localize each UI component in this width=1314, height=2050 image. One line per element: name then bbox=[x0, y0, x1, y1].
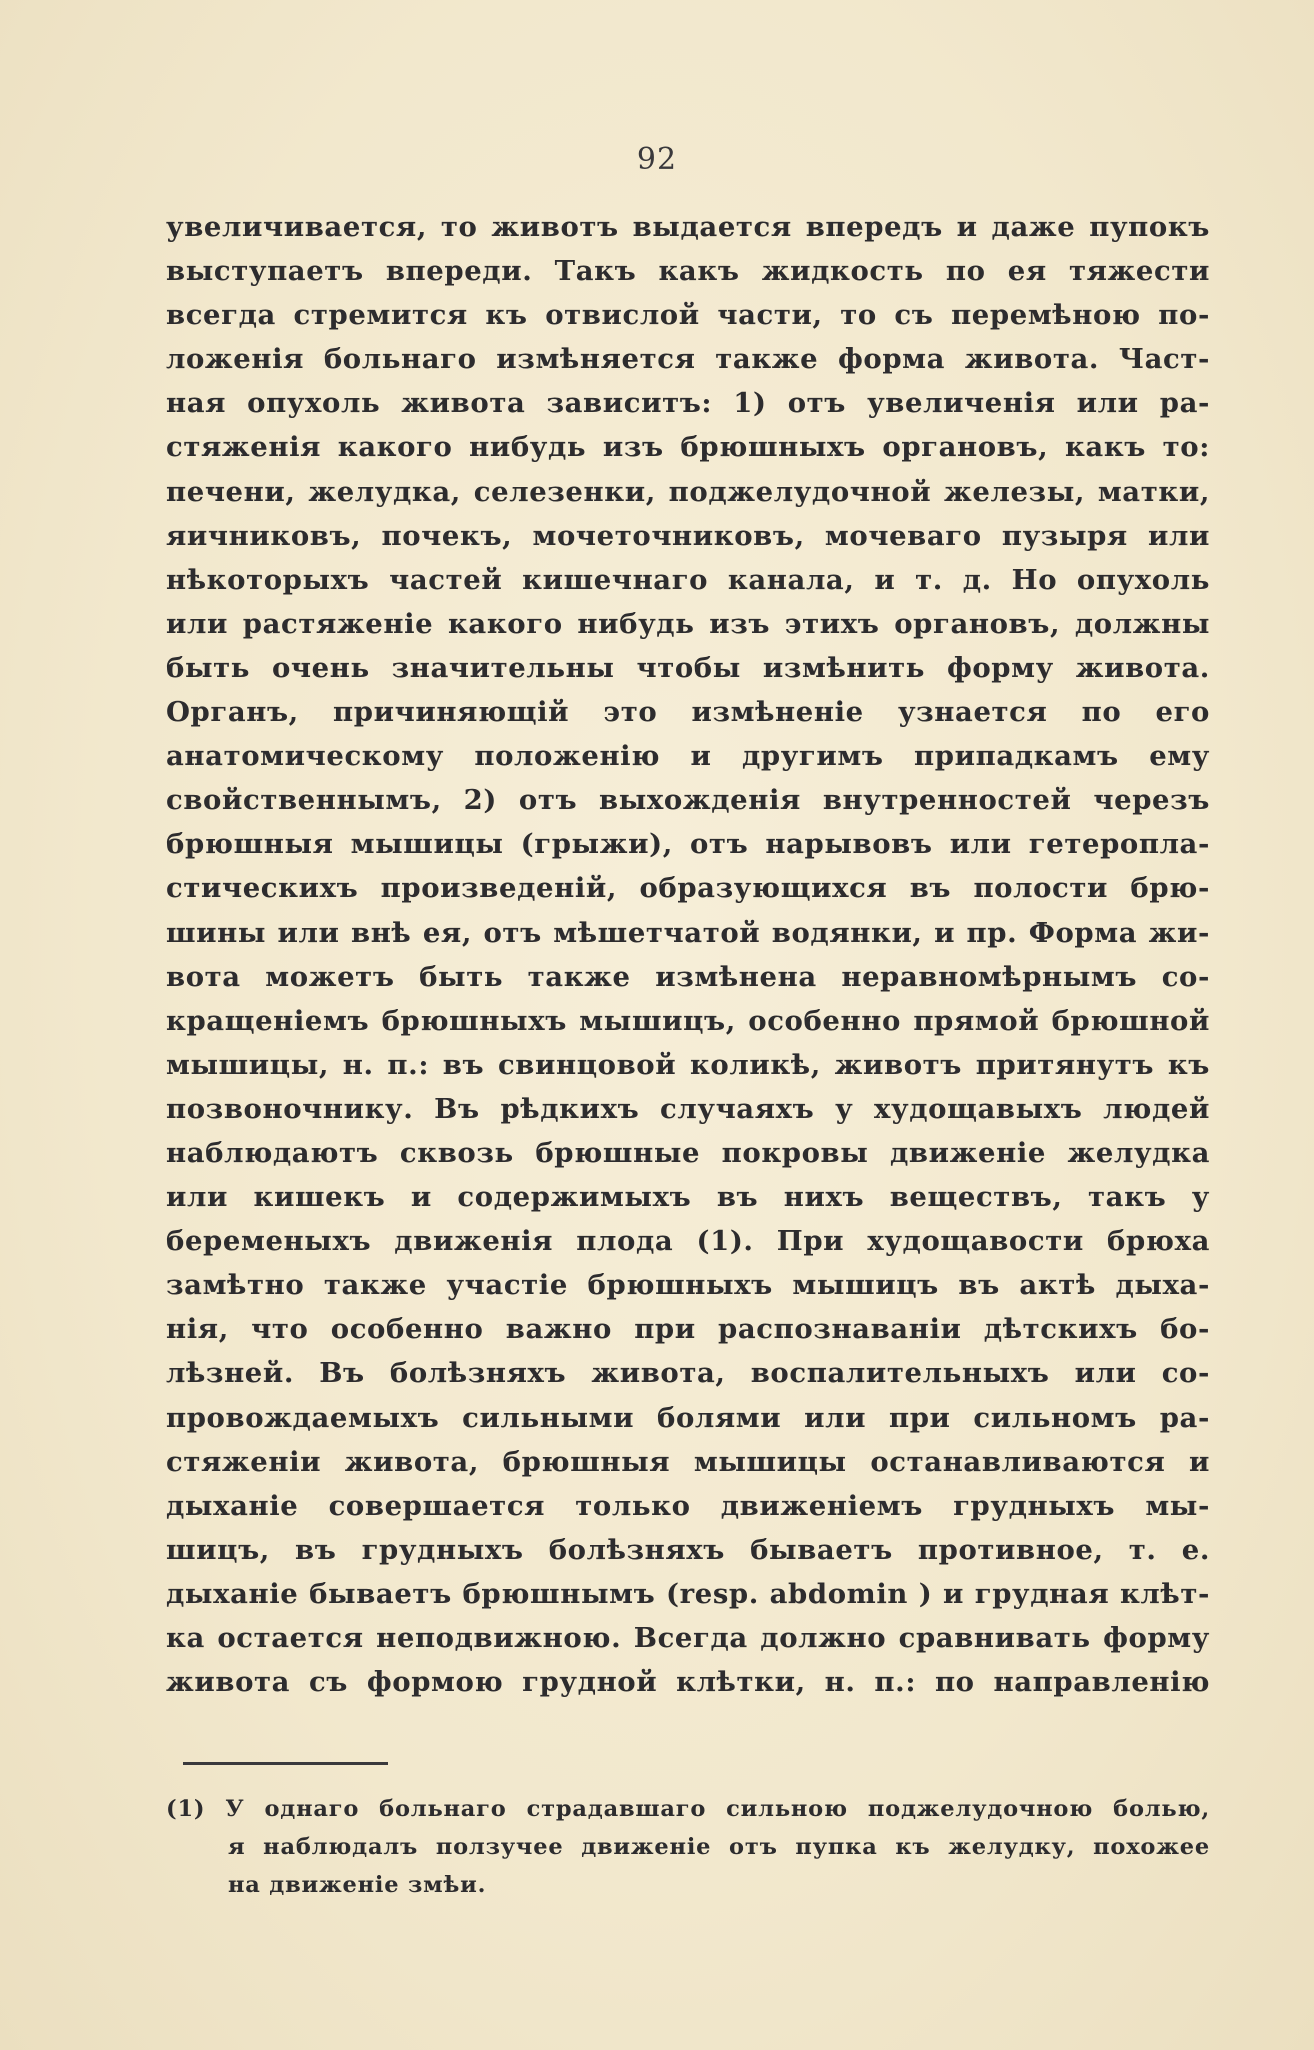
text-line: выступаетъ впереди. Такъ какъ жидкость по ея тяжести bbox=[166, 255, 1210, 288]
text-line: дыханіе бываетъ брюшнымъ (resp. abdomin ) и грудная клѣт- bbox=[166, 1577, 1210, 1610]
text-line: стическихъ произведеній, образующихся въ полости брю- bbox=[166, 872, 1210, 905]
page-number: 92 bbox=[636, 142, 678, 177]
text-line: мышицы, н. п.: въ свинцовой коликѣ, животъ притянутъ къ bbox=[166, 1048, 1210, 1081]
text-line: шицъ, въ грудныхъ болѣзняхъ бываетъ противное, т. е. bbox=[166, 1533, 1210, 1566]
text-line: стяженія какого нибудь изъ брюшныхъ органовъ, какъ то: bbox=[166, 431, 1210, 464]
text-line: нѣкоторыхъ частей кишечнаго канала, и т. д. Но опухоль bbox=[166, 563, 1210, 596]
text-line: лѣзней. Въ болѣзняхъ живота, воспалительныхъ или со- bbox=[166, 1357, 1210, 1390]
footnote-line: на движеніе змѣи. bbox=[228, 1872, 487, 1898]
text-line: всегда стремится къ отвислой части, то съ перемѣною по- bbox=[166, 299, 1210, 332]
text-line: яичниковъ, почекъ, мочеточниковъ, мочеваго пузыря или bbox=[166, 519, 1210, 552]
text-line: анатомическому положенію и другимъ припадкамъ ему bbox=[166, 740, 1210, 773]
text-line: живота съ формою грудной клѣтки, н. п.: по направленію bbox=[166, 1666, 1210, 1699]
body-text bbox=[166, 205, 1210, 1704]
text-line: стяженіи живота, брюшныя мышицы останавливаются и bbox=[166, 1445, 1210, 1478]
text-line: увеличивается, то животъ выдается впередъ и даже пупокъ bbox=[166, 211, 1210, 243]
text-line: ная опухоль живота зависитъ: 1) отъ увеличенія или ра- bbox=[166, 387, 1210, 420]
text-line: позвоночнику. Въ рѣдкихъ случаяхъ у худощавыхъ людей bbox=[166, 1092, 1210, 1125]
text-line: провождаемыхъ сильными болями или при сильномъ ра- bbox=[166, 1401, 1210, 1434]
text-line: наблюдаютъ сквозь брюшные покровы движеніе желудка bbox=[166, 1136, 1210, 1169]
text-line: ка остается неподвижною. Всегда должно сравнивать форму bbox=[166, 1622, 1210, 1654]
footnote-line: я наблюдалъ ползучее движеніе отъ пупка къ желудку, похожее bbox=[228, 1834, 1210, 1860]
text-line: или кишекъ и содержимыхъ въ нихъ веществъ, такъ у bbox=[166, 1181, 1210, 1214]
text-line: вота можетъ быть также измѣнена неравномѣрнымъ со- bbox=[166, 960, 1210, 993]
footnote bbox=[166, 1790, 1210, 1904]
text-line: шины или внѣ ея, отъ мѣшетчатой водянки, и пр. Форма жи- bbox=[166, 916, 1210, 949]
text-line: Органъ, причиняющій это измѣненіе узнается по его bbox=[166, 696, 1210, 729]
text-line: свойственнымъ, 2) отъ выхожденія внутренностей черезъ bbox=[166, 784, 1210, 817]
text-line: беременыхъ движенія плода (1). При худощавости брюха bbox=[166, 1225, 1210, 1258]
text-line: кращеніемъ брюшныхъ мышицъ, особенно прямой брюшной bbox=[166, 1004, 1210, 1037]
text-line: или растяженіе какого нибудь изъ этихъ органовъ, должны bbox=[166, 607, 1210, 640]
text-line: нія, что особенно важно при распознаваніи дѣтскихъ бо- bbox=[166, 1313, 1210, 1346]
footnote-line: (1) У однаго больнаго страдавшаго сильною поджелудочною болью, bbox=[166, 1796, 1210, 1822]
text-line: замѣтно также участіе брюшныхъ мышицъ въ актѣ дыха- bbox=[166, 1269, 1210, 1302]
text-line: ложенія больнаго измѣняется также форма живота. Част- bbox=[166, 343, 1210, 376]
text-line: быть очень значительны чтобы измѣнить форму живота. bbox=[166, 651, 1210, 684]
footnote-divider bbox=[183, 1762, 388, 1765]
text-line: печени, желудка, селезенки, поджелудочной железы, матки, bbox=[166, 475, 1210, 508]
text-line: дыханіе совершается только движеніемъ грудныхъ мы- bbox=[166, 1489, 1210, 1522]
text-line: брюшныя мышицы (грыжи), отъ нарывовъ или гетеропла- bbox=[166, 828, 1210, 861]
